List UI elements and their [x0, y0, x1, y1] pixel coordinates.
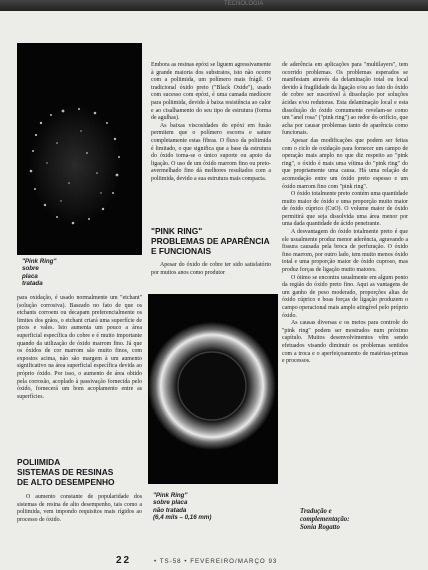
column-2-lower [151, 262, 271, 277]
col2-heading [151, 227, 275, 256]
column-2 [151, 62, 271, 184]
photo1-caption [22, 258, 56, 287]
caption-line: sobre placa [153, 499, 188, 507]
photo-pink-ring-treated [17, 43, 142, 255]
caption-line: não tratada [153, 506, 187, 514]
col2-paragraph-3: Apesar do óxido de cobre ter sido satisfatório por muitos anos como produtor [151, 262, 271, 276]
photo-treated-image [17, 43, 142, 255]
col3-paragraph-6: As causas diversas e os meios para controle do "pink ring" podem ser mostrados num próximo capítulo. Muitos desenvolvimentos vêm sendo efetuados visando diminuir os problemas sentidos com a troca e o aperfeiçoamento de matérias-primas e processos. [282, 320, 408, 365]
credits-line: Tradução e [300, 508, 332, 515]
translation-credits [300, 508, 410, 532]
caption-line: "Pink Ring" [22, 258, 57, 265]
caption-line: "Pink Ring" [153, 492, 188, 499]
heading-line: PROBLEMAS DE APARÊNCIA [151, 235, 270, 246]
col3-paragraph-1: de aderência em aplicações para "multilayers", tem ocorrido problemas. Os problemas esperados se manifestam através da delaminação total ou local devido à fragilidade da ligação e/ou ao fato do óxido de cobre ser suscetível à dissolução por soluções ácidas e/ou redutoras. Esta delaminação local e esta dissolução do óxido comumente revelam-se como um "anel rosa" ("pink ring") ao redor do orifício, que acha por causar problemas tanto de aparência como funcionais. [282, 62, 408, 137]
col1-heading [17, 458, 142, 487]
photo-pink-ring-untreated [148, 294, 278, 484]
page-number: 22 [116, 555, 132, 566]
col3-paragraph-5: O ótimo se encontra usualmente em algum ponto da região do óxido preto fino. Aqui as vantagens de um ganho de peso moderado, proporções altas de óxido cúprico e boas forças de ligação produzem o campo operacional mais amplo atingível pelo próprio óxido. [282, 274, 408, 319]
heading-line: DE ALTO DESEMPENHO [17, 476, 115, 487]
col3-paragraph-3: O óxido totalmente preto contém uma quantidade muito maior de óxido e uma proporção muito maior de óxido cúprico (CuO). O volume maior de óxido permitirá que seja dissolvida uma área menor por uma dada quantidade de ácido penetrante. [282, 191, 408, 228]
column-3 [282, 62, 408, 366]
heading-line: SISTEMAS DE RESINAS [17, 466, 114, 477]
credits-line: complementação: [300, 516, 350, 523]
caption-line: tratada [22, 279, 43, 287]
col2-paragraph-2: As baixas viscosidades do epóxi em fusão permitem que o polímero escorra e sature completamente estas fibras. O fluxo da poliimida é limitado, o que significa que a base da estrutura do óxido torna-se o único suporte ou apoio da ligação. O uso de um óxido marrom fino ou preto-avermelhado fino dá melhores resultados com a poliimida, devido a sua estrutura mais compacta. [151, 122, 271, 182]
caption-line: placa [22, 272, 38, 280]
caption-line: (6,4 mils – 0,16 mm) [153, 513, 212, 521]
col3-paragraph-4: A desvantagem do óxido totalmente preto é que ele usualmente produz menor aderência, agravando a fissura causada pela broca de perfuração. O óxido fino marrom, por outro lado, tem muito menos óxido total e uma proporção maior de óxido cuproso, mas produz forças de ligação muito maiores. [282, 229, 408, 274]
col1-paragraph-2: O aumento constante de popularidade dos sistemas de resina de alto desempenho, tais como a poliimida, vem impondo requisitos mais rígidos ao processo de óxido. [17, 494, 142, 523]
photo-untreated-image [148, 294, 278, 484]
caption-line: sobre [22, 265, 39, 273]
col2-paragraph-1: Embora as resinas epóxi se liguem agressivamente à grande maioria dos substratos, isto não ocorre com a poliimida, um polímero mais frágil. O tradicional óxido preto ("Black Oxide"), usado com sucesso com epóxi, é uma camada medíocre para poliimida, devido à baixa resistência ao calor e ao cisalhamento do seu tipo de estrutura (forma de agulhas). [151, 62, 271, 122]
heading-line: POLIIMIDA [17, 457, 61, 467]
photo2-caption [153, 492, 211, 521]
issue-line: • TS-58 • FEVEREIRO/MARÇO 93 [154, 558, 278, 565]
top-strip [0, 0, 428, 11]
header-section-label: TECNOLOGIA [224, 1, 264, 7]
page-footer [0, 557, 428, 567]
heading-line: "PINK RING" [151, 226, 203, 236]
col3-paragraph-2: Apesar das modificações que podem ser feitas com o ciclo de oxidação para fornecer um campo de operação mais amplo no que diz respeito ao "pink ring", o óxido é mais uma vítima do "pink ring" do que propriamente uma causa. Há uma relação de acomodação entre um óxido preto espesso e um óxido marrom fino com "pink ring". [282, 137, 408, 190]
col1-paragraph-1: para oxidação, é usado normalmente um "etchant" (solução corrosiva). Baseado no fato de que os etchants corroem ou decapam preferencialmente os limites dos grãos, o etchant criará uma superfície de picos e vales. Isto aumenta um pouco a área superficial específica do cobre e é muito importante quando da utilização de óxido marrom fino. Já que os óxidos de cor marrom são muito finos, com expostos acima, não são margem à um aumento significativo na área superficial específica devida ao próprio óxido. Por isso, o aumento de área obtido pela corrosão, acoplado à passivação fornecida pelo óxido, fornecerá um bom acoplamento entre as superfícies. [17, 295, 142, 400]
column-1-bottom [17, 494, 142, 524]
column-1 [17, 295, 142, 401]
credits-line: Sonia Rogatto [300, 524, 340, 531]
heading-line: E FUNCIONAIS [151, 245, 212, 256]
